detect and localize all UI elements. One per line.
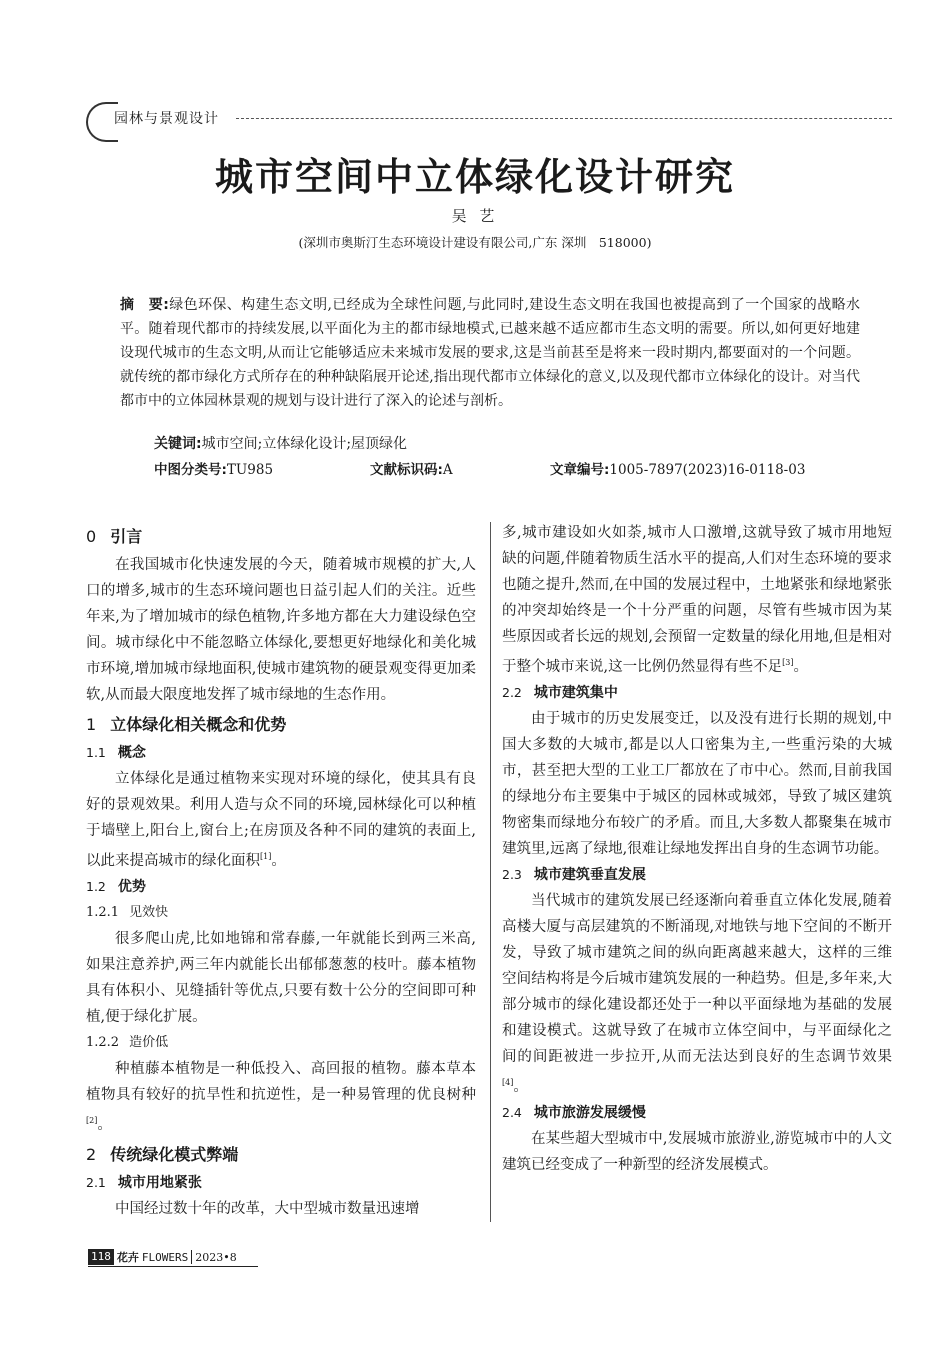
subsection-title: 城市建筑垂直发展 (533, 866, 646, 883)
section-heading (86, 1142, 476, 1168)
citation: [3] (782, 658, 794, 667)
section-heading (86, 712, 476, 738)
subsection-title: 城市建筑集中 (533, 684, 618, 701)
subsubsection-heading (86, 1030, 476, 1056)
abstract-text: 绿色环保、构建生态文明,已经成为全球性问题,与此同时,建设生态文明在我国也被提高到了一个国家的战略水平。随着现代都市的持续发展,以平面化为主的都市绿地模式,已越来越不适应都市生态文明的需要。所以,如何更好地建设现代城市的生态文明,从而让它能够适应未来城市发展的要求,这是当前甚至是将来一段时期内,都要面对的一个问题。就传统的都市绿化方式所存在的种种缺陷展开论述,指出现代都市立体绿化的意义,以及现代都市立体绿化的设计。对当代都市中的立体园林景观的规划与设计进行了深入的论述与剖析。 (120, 297, 860, 409)
paragraph-end: 。 (271, 852, 286, 869)
paragraph-text: 种植藤本植物是一种低投入、高回报的植物。藤本草本植物具有较好的抗旱性和抗逆性，是一种易管理的优良树种 (86, 1060, 476, 1103)
section-heading (86, 524, 476, 550)
right-column (502, 520, 892, 1178)
subsubsection-number: 1.2.2 (86, 1034, 120, 1050)
paragraph: 在我国城市化快速发展的今天，随着城市规模的扩大,人口的增多,城市的生态环境问题也日益引起人们的关注。近些年来,为了增加城市的绿色植物,许多地方都在大力建设绿色空间。城市绿化中不能忽略立体绿化,要想更好地绿化和美化城市环境,增加城市绿地面积,使城市建筑物的硬景观变得更加柔软,从而最大限度地发挥了城市绿地的生态作用。 (86, 557, 476, 703)
paragraph-text: 多,城市建设如火如荼,城市人口激增,这就导致了城市用地短缺的问题,伴随着物质生活水平的提高,人们对生态环境的要求也随之提升,然而,在中国的发展过程中，土地紧张和绿地紧张的冲突却始终是一个十分严重的问题，尽管有些城市因为某些原因或者长远的规划,会预留一定数量的绿化用地,但是相对于整个城市来说,这一比例仍然显得有些不足 (502, 525, 892, 675)
left-column (86, 520, 476, 1222)
subsubsection-title: 造价低 (129, 1034, 169, 1050)
author: 吴 艺 (451, 207, 499, 225)
journal-name-cn: 花卉 (116, 1251, 139, 1264)
subsubsection-number: 1.2.1 (86, 904, 120, 920)
subsection-heading (86, 874, 476, 900)
paragraph-end: 。 (513, 1078, 528, 1095)
paragraph (502, 520, 892, 680)
subsection-heading (86, 1170, 476, 1196)
subsubsection-title: 见效快 (129, 904, 169, 920)
subsection-number: 2.4 (502, 1104, 522, 1120)
section-number: 2 (86, 1144, 97, 1164)
subsection-number: 2.1 (86, 1174, 106, 1190)
subsection-number: 2.3 (502, 866, 522, 882)
paragraph-text: 立体绿化是通过植物来实现对环境的绿化，使其具有良好的景观效果。利用人造与众不同的环境,园林绿化可以种植于墙壁上,阳台上,窗台上;在房顶及各种不同的建筑的表面上,以此来提高城市的绿化面积 (86, 771, 476, 869)
subsection-heading (502, 862, 892, 888)
subsection-title: 城市用地紧张 (117, 1174, 202, 1191)
issue-number: 2023•8 (195, 1250, 237, 1264)
header-dashed-rule (236, 118, 892, 119)
citation: [4] (502, 1077, 514, 1087)
keywords (154, 433, 407, 453)
paragraph-end: 。 (793, 658, 808, 675)
subsection-heading (86, 740, 476, 766)
footer-rule (88, 1266, 258, 1267)
paragraph-end: 。 (97, 1116, 112, 1133)
subsubsection-heading (86, 900, 476, 926)
subsection-title: 城市旅游发展缓慢 (533, 1104, 646, 1121)
subsection-heading (502, 1100, 892, 1126)
paragraph-text: 当代城市的建筑发展已经逐渐向着垂直立体化发展,随着高楼大厦与高层建筑的不断涌现,对地铁与地下空间的不断开发，导致了城市建筑之间的纵向距离越来越大，这样的三维空间结构将是今后城市建筑发展的一种趋势。但是,多年来,大部分城市的绿化建设都还处于一种以平面绿地为基础的发展和建设模式。这就导致了在城市立体空间中，与平面绿化之间的间距被进一步拉开,从而无法达到良好的生态调节效果 (502, 892, 892, 1065)
page-footer (88, 1248, 237, 1266)
subsection-title: 概念 (117, 745, 146, 761)
paragraph: 在某些超大型城市中,发展城市旅游业,游览城市中的人文建筑已经变成了一种新型的经济发展模式。 (502, 1130, 892, 1173)
citation: [2] (86, 1115, 98, 1125)
subsection-number: 1.1 (86, 745, 106, 760)
header-section-label: 园林与景观设计 (114, 111, 219, 127)
subsection-heading (502, 680, 892, 706)
footer-separator (191, 1250, 192, 1264)
paragraph: 中国经过数十年的改革，大中型城市数量迅速增 (115, 1200, 420, 1217)
section-number: 1 (86, 715, 97, 734)
section-title: 引言 (110, 527, 143, 546)
paragraph (86, 766, 476, 874)
keywords-label: 关键词: (154, 436, 202, 452)
section-title: 传统绿化模式弊端 (110, 1144, 239, 1164)
paragraph (86, 1056, 476, 1138)
subsection-number: 2.2 (502, 684, 522, 700)
citation: [1] (260, 852, 272, 861)
page-number: 118 (88, 1249, 114, 1265)
keywords-text: 城市空间;立体绿化设计;屋顶绿化 (201, 436, 408, 452)
article-number-label: 文章编号: (550, 462, 610, 478)
affiliation: (深圳市奥斯汀生态环境设计建设有限公司,广东 深圳 518000) (298, 235, 652, 250)
clc-label: 中图分类号: (154, 462, 227, 478)
paragraph (502, 888, 892, 1100)
column-divider (490, 522, 491, 1222)
clc-code: TU985 (226, 462, 274, 478)
abstract (120, 293, 860, 413)
article-number: 1005-7897(2023)16-0118-03 (609, 462, 806, 478)
classification-line (154, 458, 874, 478)
abstract-label: 摘 要: (120, 297, 169, 313)
section-number: 0 (86, 527, 97, 546)
subsection-title: 优势 (117, 878, 146, 895)
paragraph: 由于城市的历史发展变迁，以及没有进行长期的规划,中国大多数的大城市,都是以人口密集为主,一些重污染的大城市，甚至把大型的工业工厂都放在了市中心。然而,目前我国的绿地分布主要集中于城区的园林或城郊，导致了城区建筑物密集而绿地分布较广的矛盾。而且,大多数人都聚集在城市建筑里,远离了绿地,很难让绿地发挥出自身的生态调节功能。 (502, 710, 892, 857)
paragraph: 很多爬山虎,比如地锦和常春藤,一年就能长到两三米高,如果注意养护,两三年内就能长出郁郁葱葱的枝叶。藤本植物具有体积小、见缝插针等优点,只要有数十公分的空间即可种植,便于绿化扩展。 (86, 930, 476, 1025)
running-header (86, 100, 892, 140)
journal-name-en: FLOWERS (141, 1250, 189, 1264)
subsection-number: 1.2 (86, 878, 106, 894)
doc-code-label: 文献标识码: (370, 462, 443, 478)
paper-title: 城市空间中立体绿化设计研究 (214, 154, 735, 199)
doc-code: A (442, 462, 453, 478)
section-title: 立体绿化相关概念和优势 (110, 715, 287, 734)
